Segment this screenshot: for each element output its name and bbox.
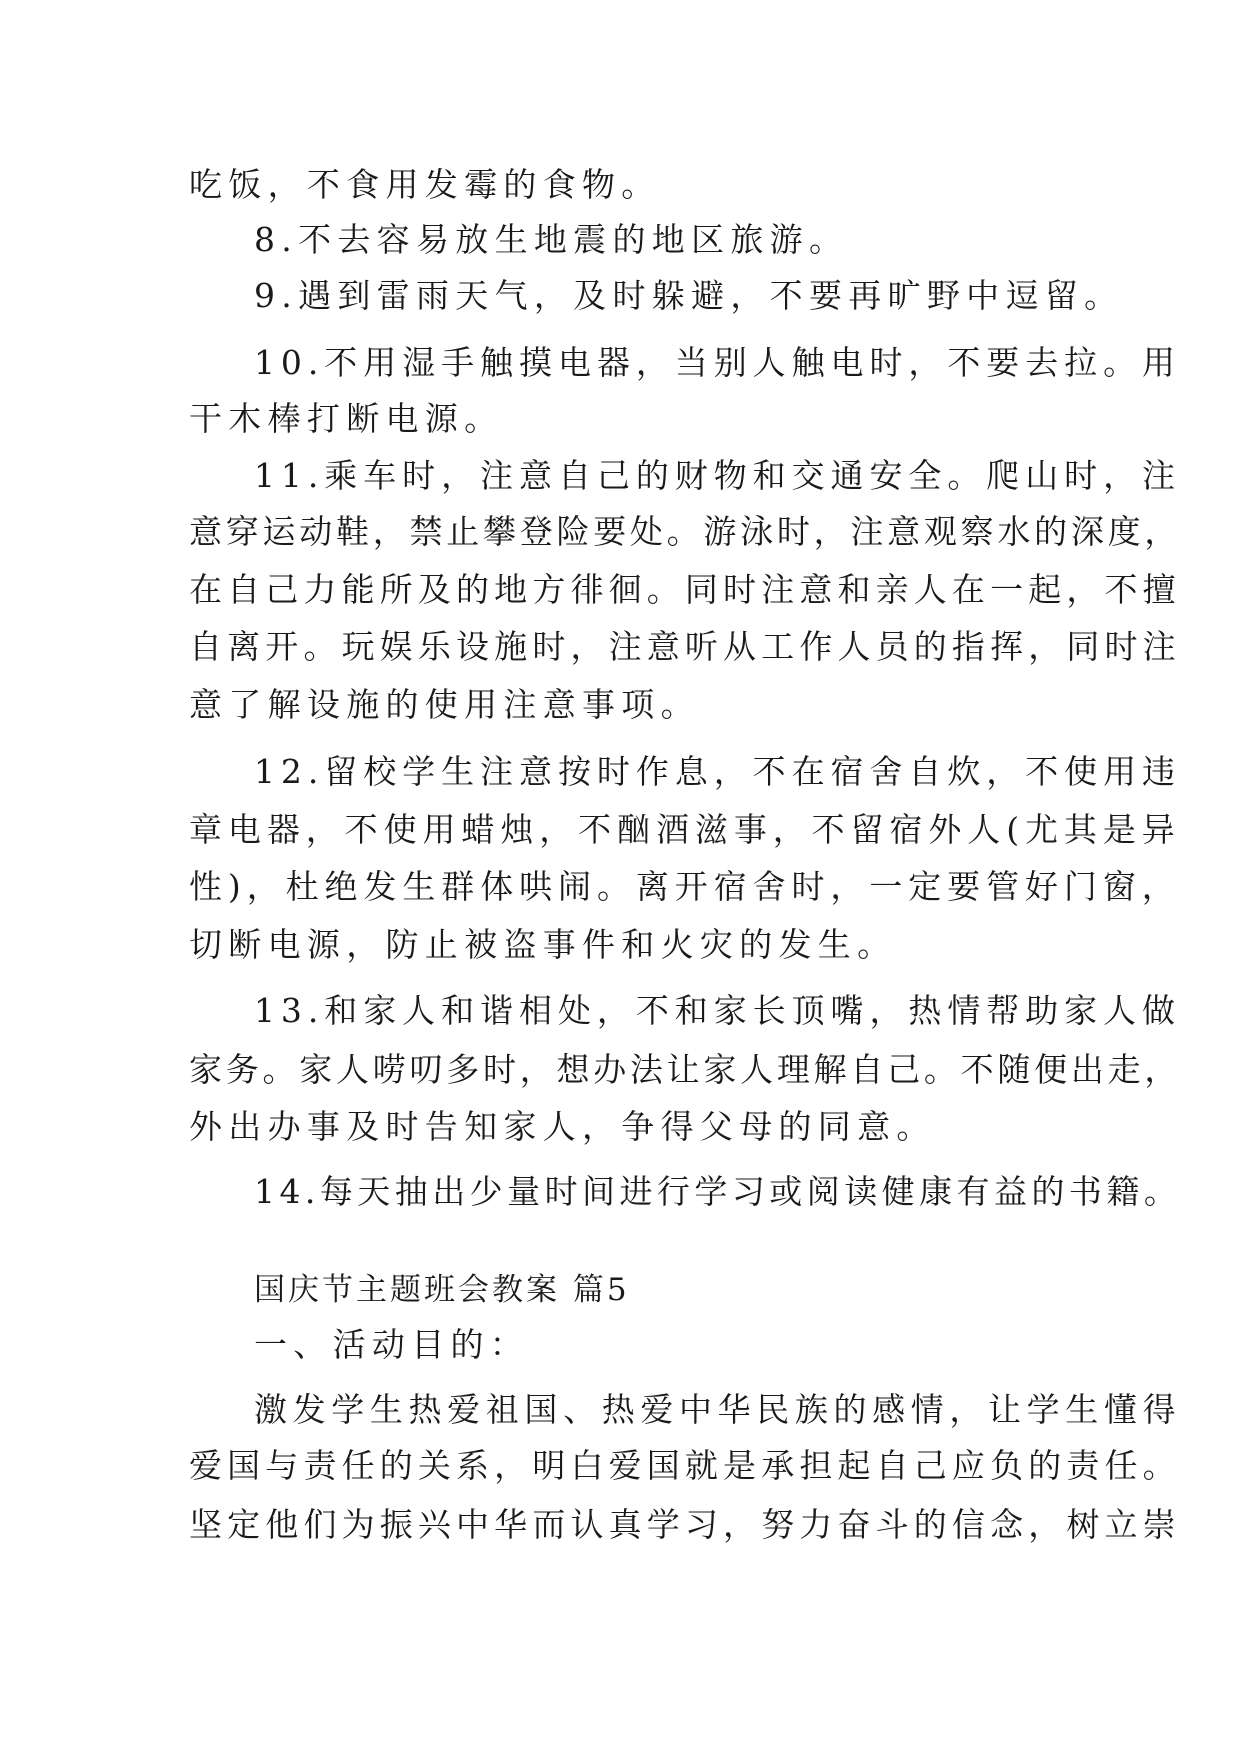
text-line: 干木棒打断电源。 (189, 399, 504, 438)
text-line: 爱国与责任的关系，明白爱国就是承担起自己应负的责任。 (189, 1446, 1181, 1485)
section-heading: 国庆节主题班会教案 篇5 (254, 1272, 630, 1308)
list-item: 12.留校学生注意按时作息，不在宿舍自炊，不使用违 (254, 752, 1181, 791)
list-item: 14.每天抽出少量时间进行学习或阅读健康有益的书籍。 (254, 1172, 1182, 1211)
text-line: 在自己力能所及的地方徘徊。同时注意和亲人在一起，不擅 (189, 570, 1181, 609)
text-line: 激发学生热爱祖国、热爱中华民族的感情，让学生懂得 (254, 1390, 1182, 1429)
list-item: 10.不用湿手触摸电器，当别人触电时，不要去拉。用 (254, 343, 1181, 382)
text-line: 坚定他们为振兴中华而认真学习，努力奋斗的信念，树立崇 (189, 1505, 1181, 1544)
text-line: 切断电源，防止被盗事件和火灾的发生。 (189, 925, 897, 964)
text-line: 性)，杜绝发生群体哄闹。离开宿舍时，一定要管好门窗， (189, 867, 1181, 906)
list-item: 9.遇到雷雨天气，及时躲避，不要再旷野中逗留。 (254, 276, 1124, 315)
text-line: 吃饭，不食用发霉的食物。 (189, 165, 661, 204)
text-line: 外出办事及时告知家人，争得父母的同意。 (189, 1107, 936, 1146)
text-line: 章电器，不使用蜡烛，不酗酒滋事，不留宿外人(尤其是异 (189, 810, 1181, 849)
list-item: 8.不去容易放生地震的地区旅游。 (254, 220, 849, 259)
list-item: 13.和家人和谐相处，不和家长顶嘴，热情帮助家人做 (254, 991, 1181, 1030)
text-line: 家务。家人唠叨多时，想办法让家人理解自己。不随便出走， (189, 1050, 1182, 1089)
text-line: 意了解设施的使用注意事项。 (189, 685, 700, 724)
list-item: 11.乘车时，注意自己的财物和交通安全。爬山时，注 (254, 456, 1181, 495)
text-line: 意穿运动鞋，禁止攀登险要处。游泳时，注意观察水的深度， (189, 512, 1182, 551)
text-line: 自离开。玩娱乐设施时，注意听从工作人员的指挥，同时注 (189, 627, 1181, 666)
subsection-heading: 一、活动目的： (254, 1325, 530, 1364)
